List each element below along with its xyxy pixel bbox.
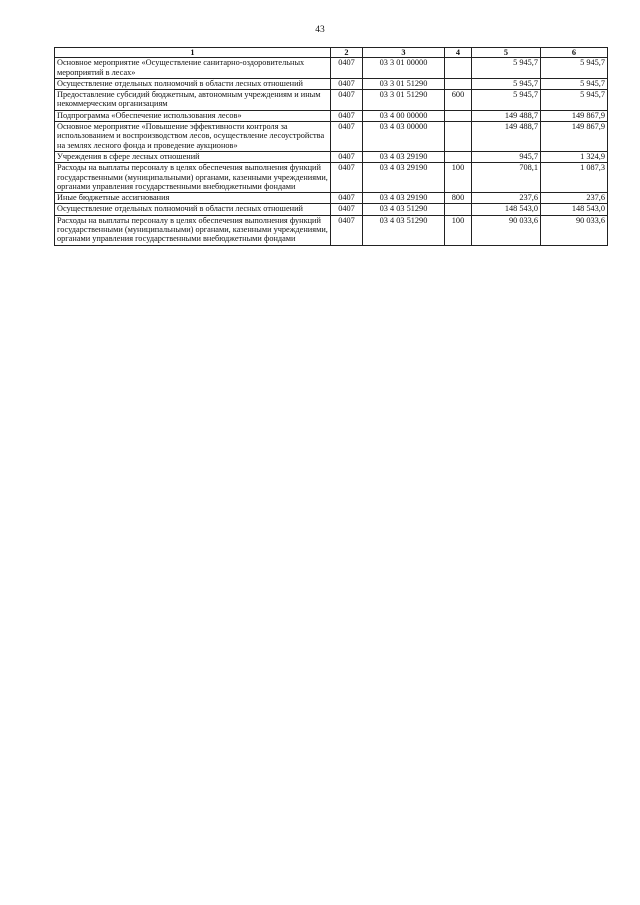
table-row — [55, 215, 608, 245]
table-row — [55, 163, 608, 193]
row-name: Учреждения в сфере лесных отношений — [55, 151, 331, 162]
row-amount-5: 945,7 — [472, 151, 541, 162]
row-expense-type: 600 — [445, 90, 472, 111]
row-expense-type — [445, 110, 472, 121]
column-header: 3 — [363, 48, 445, 58]
row-expense-type: 800 — [445, 193, 472, 204]
row-section-code: 0407 — [331, 163, 363, 193]
row-amount-6: 148 543,0 — [541, 204, 608, 215]
row-expense-type — [445, 78, 472, 89]
row-target-article: 03 4 03 29190 — [363, 151, 445, 162]
row-amount-5: 149 488,7 — [472, 122, 541, 152]
budget-table — [54, 47, 608, 246]
row-amount-5: 90 033,6 — [472, 215, 541, 245]
row-expense-type — [445, 58, 472, 79]
row-amount-6: 149 867,9 — [541, 110, 608, 121]
table-row — [55, 204, 608, 215]
row-amount-6: 237,6 — [541, 193, 608, 204]
row-section-code: 0407 — [331, 78, 363, 89]
row-amount-5: 708,1 — [472, 163, 541, 193]
row-amount-6: 5 945,7 — [541, 58, 608, 79]
row-name: Иные бюджетные ассигнования — [55, 193, 331, 204]
row-expense-type: 100 — [445, 163, 472, 193]
row-amount-6: 1 324,9 — [541, 151, 608, 162]
table-row — [55, 122, 608, 152]
row-name: Расходы на выплаты персоналу в целях обеспечения выполнения функций государственными (муниципальными) органами, казенными учреждениями, органами управления государственными внебюджетными фондами — [55, 215, 331, 245]
column-header: 1 — [55, 48, 331, 58]
row-amount-6: 5 945,7 — [541, 90, 608, 111]
row-amount-5: 5 945,7 — [472, 78, 541, 89]
table-row — [55, 151, 608, 162]
row-name: Основное мероприятие «Повышение эффективности контроля за использованием и воспроизводством лесов, осуществление лесоустройства на землях лесного фонда и проведение аукционов» — [55, 122, 331, 152]
row-target-article: 03 3 01 00000 — [363, 58, 445, 79]
row-name: Осуществление отдельных полномочий в области лесных отношений — [55, 78, 331, 89]
row-name: Осуществление отдельных полномочий в области лесных отношений — [55, 204, 331, 215]
row-section-code: 0407 — [331, 110, 363, 121]
row-target-article: 03 4 03 29190 — [363, 163, 445, 193]
table-row — [55, 78, 608, 89]
row-section-code: 0407 — [331, 204, 363, 215]
row-amount-5: 5 945,7 — [472, 90, 541, 111]
row-amount-5: 5 945,7 — [472, 58, 541, 79]
row-expense-type — [445, 204, 472, 215]
row-name: Подпрограмма «Обеспечение использования лесов» — [55, 110, 331, 121]
column-header: 2 — [331, 48, 363, 58]
row-expense-type — [445, 122, 472, 152]
table-row — [55, 90, 608, 111]
row-target-article: 03 4 03 29190 — [363, 193, 445, 204]
column-header: 5 — [472, 48, 541, 58]
row-section-code: 0407 — [331, 122, 363, 152]
row-section-code: 0407 — [331, 151, 363, 162]
row-amount-6: 90 033,6 — [541, 215, 608, 245]
row-name: Предоставление субсидий бюджетным, автономным учреждениям и иным некоммерческим организациям — [55, 90, 331, 111]
column-header: 4 — [445, 48, 472, 58]
row-target-article: 03 4 00 00000 — [363, 110, 445, 121]
row-name: Расходы на выплаты персоналу в целях обеспечения выполнения функций государственными (муниципальными) органами, казенными учреждениями, органами управления государственными внебюджетными фондами — [55, 163, 331, 193]
row-expense-type: 100 — [445, 215, 472, 245]
row-section-code: 0407 — [331, 90, 363, 111]
row-target-article: 03 4 03 00000 — [363, 122, 445, 152]
row-section-code: 0407 — [331, 58, 363, 79]
page-number: 43 — [315, 25, 325, 35]
row-section-code: 0407 — [331, 215, 363, 245]
row-target-article: 03 3 01 51290 — [363, 78, 445, 89]
row-amount-6: 149 867,9 — [541, 122, 608, 152]
row-target-article: 03 4 03 51290 — [363, 215, 445, 245]
row-amount-6: 5 945,7 — [541, 78, 608, 89]
row-target-article: 03 4 03 51290 — [363, 204, 445, 215]
row-section-code: 0407 — [331, 193, 363, 204]
header-row — [55, 48, 608, 58]
table-row — [55, 110, 608, 121]
row-amount-5: 148 543,0 — [472, 204, 541, 215]
table-row — [55, 58, 608, 79]
table-row — [55, 193, 608, 204]
row-target-article: 03 3 01 51290 — [363, 90, 445, 111]
row-amount-5: 149 488,7 — [472, 110, 541, 121]
row-amount-5: 237,6 — [472, 193, 541, 204]
column-header: 6 — [541, 48, 608, 58]
row-amount-6: 1 087,3 — [541, 163, 608, 193]
row-name: Основное мероприятие «Осуществление санитарно-оздоровительных мероприятий в лесах» — [55, 58, 331, 79]
row-expense-type — [445, 151, 472, 162]
